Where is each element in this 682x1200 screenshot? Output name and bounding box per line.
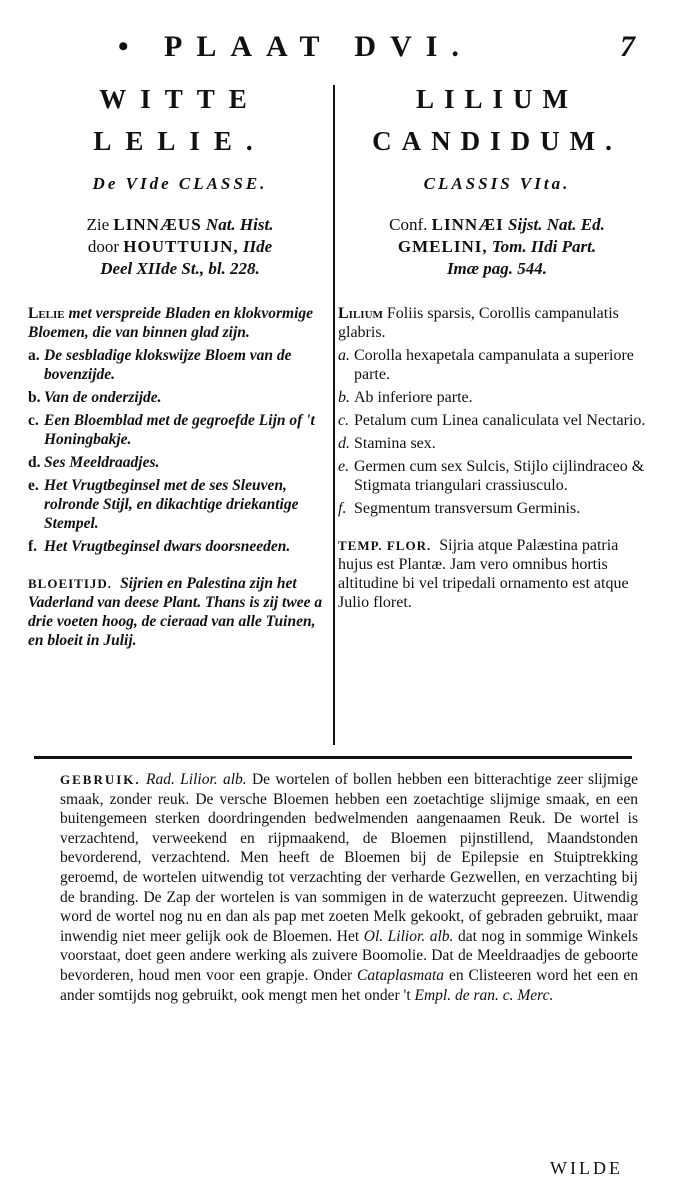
- ref-word: door: [87, 237, 120, 256]
- ref-work: Nat. Hist.: [205, 215, 274, 234]
- column-divider: [333, 85, 335, 745]
- list-item: c. Een Bloemblad met de gegroefde Lijn of 't Honingbakje.: [28, 412, 315, 448]
- page-number: 7: [620, 30, 635, 63]
- list-item: b. Ab inferiore parte.: [338, 389, 473, 406]
- list-item: a. De sesbladige klokswijze Bloem van de bovenzijde.: [28, 347, 292, 383]
- latin-class-line: CLASSIS VIta.: [423, 174, 571, 193]
- lead-text: met verspreide Bladen en klokvormige Bloemen, die van binnen glad zijn.: [28, 305, 314, 341]
- list-item: a. Corolla hexapetala campanulata a superiore parte.: [338, 347, 634, 383]
- ref-page: Imæ pag. 544.: [446, 259, 548, 278]
- list-item: b. Van de onderzijde.: [28, 389, 162, 406]
- lead-word: Lelie: [28, 305, 65, 322]
- list-item: f. Het Vrugtbeginsel dwars doorsneeden.: [28, 538, 291, 555]
- ref-part: Tom. IIdi Part.: [491, 237, 597, 256]
- section-rule: [34, 756, 632, 759]
- ref-author: GMELINI,: [397, 237, 488, 256]
- list-item: e. Germen cum sex Sulcis, Stijlo cijlindraceo & Stigmata triangulari crassiusculo.: [338, 458, 645, 494]
- ref-page: Deel XIIde St., bl. 228.: [100, 259, 260, 278]
- dutch-reference: [28, 214, 332, 280]
- running-head: • PLAAT DVI.: [118, 30, 473, 63]
- list-item: c. Petalum cum Linea canaliculata vel Nectario.: [338, 412, 646, 429]
- dutch-column: [28, 78, 332, 650]
- dutch-title-line-1: WITTE: [99, 84, 261, 114]
- dutch-class-line: De VIde CLASSE.: [92, 174, 268, 193]
- usage-label: GEBRUIK.: [60, 772, 141, 787]
- usage-paragraph: [60, 770, 638, 1005]
- dutch-description: [28, 304, 332, 556]
- latin-flowering: [338, 536, 656, 612]
- usage-text-2: dat nog in sommige Winkels voorstaat, doet geen andere werking als zuivere Boomolie. Dat de Meeldraadjes de geboorte bevorderen, houd men voor een grapje. Onder: [60, 927, 639, 984]
- usage-text-3: en Clisteeren word het een en ander somtijds nog gebruikt, ook mengt men het onder 't: [60, 966, 639, 1004]
- flowering-text: Sijria atque Palæstina patria hujus est Plantæ. Jam vero omnibus hortis altitudine bi vel tripedali ornamento est atque Julio floret.: [338, 537, 629, 611]
- flowering-text: Sijrien en Palestina zijn het Vaderland van deese Plant. Thans is zij twee a drie voeten hoog, de cieraad van alle Tuinen, en bloeit in Julij.: [28, 575, 323, 649]
- latin-description: [338, 304, 656, 518]
- ref-work: Sijst. Nat. Ed.: [508, 215, 605, 234]
- latin-title-line-1: LILIUM: [415, 84, 578, 114]
- ref-author: LINNÆI: [431, 215, 504, 234]
- list-item: d. Ses Meeldraadjes.: [28, 454, 160, 471]
- latin-reference: [338, 214, 656, 280]
- lead-text: Foliis sparsis, Corollis campanulatis glabris.: [338, 305, 619, 341]
- dutch-flowering: [28, 574, 332, 650]
- latin-title-line-2: CANDIDUM.: [372, 126, 622, 156]
- ref-author: LINNÆUS: [113, 215, 202, 234]
- lead-word: Lilium: [338, 305, 383, 322]
- flowering-label: BLOEITIJD.: [28, 576, 113, 591]
- ref-author: HOUTTUIJN,: [123, 237, 239, 256]
- ref-word: Conf.: [389, 215, 428, 234]
- usage-abbreviation: Ol. Lilior. alb.: [363, 927, 454, 945]
- ref-word: Zie: [86, 215, 110, 234]
- flowering-label: TEMP. FLOR.: [338, 538, 432, 553]
- list-item: d. Stamina sex.: [338, 435, 436, 452]
- catchword: WILDE: [550, 1158, 623, 1178]
- usage-abbreviation: Empl. de ran. c. Merc.: [414, 986, 554, 1004]
- usage-abbreviation: Rad. Lilior. alb.: [145, 771, 247, 788]
- ref-part: IIde: [242, 237, 273, 256]
- list-item: e. Het Vrugtbeginsel met de ses Sleuven, rolronde Stijl, en dikachtige driekantige Stempel.: [28, 477, 299, 532]
- usage-text-1: De wortelen of bollen hebben een bitterachtige zeer slijmige smaak, zonder reuk. De versche Bloemen hebben een zoetachtige slijmige smaak, en een buitengemeen sterken doordringenden bedwelmenden aangenaamen Reuk. De wortel is verzachtend, verweekend en rijpmaakend, de Bloemen pijnstillend, Maandstonden bevorderend, verzachtend. Men heeft de Bloemen bij de Epilepsie en Stuiptrekking geroemd, de wortelen uitwendig tot verzachting der verharde Gezwellen, en verzachting bij de branding. De Zap der wortelen is van sommigen in de waterzucht gepreezen. Uitwendig word de wortel nog nu en dan als pap met zoeten Melk gekookt, of gebraden gebruikt, maar inwendig niet meer gelijk ook de Bloemen. Het: [60, 771, 638, 945]
- latin-column: [338, 78, 656, 612]
- list-item: f. Segmentum transversum Germinis.: [338, 500, 581, 517]
- usage-abbreviation: Cataplasmata: [357, 966, 445, 984]
- dutch-title-line-2: LELIE.: [93, 126, 267, 156]
